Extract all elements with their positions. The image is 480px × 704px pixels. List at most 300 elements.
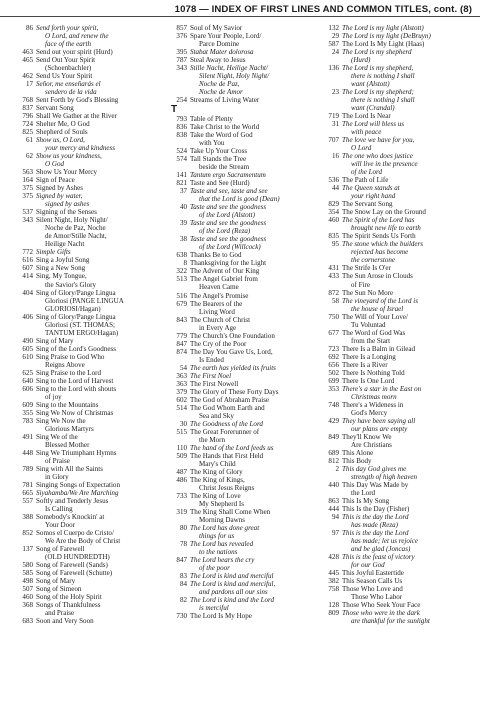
index-entry bbox=[170, 340, 318, 348]
entry-title bbox=[190, 428, 318, 444]
entry-title bbox=[190, 292, 318, 300]
entry-title bbox=[342, 64, 472, 88]
entry-number: 793 bbox=[176, 115, 187, 124]
entry-title-line: The Sun Arose in Clouds bbox=[342, 272, 413, 281]
entry-title bbox=[342, 176, 472, 184]
index-entry bbox=[16, 369, 162, 377]
entry-number: 38 bbox=[179, 235, 187, 244]
index-entry bbox=[170, 540, 318, 556]
entry-number: 847 bbox=[176, 339, 187, 348]
entry-number: 39 bbox=[179, 219, 187, 228]
entry-title-line: The Sun No More bbox=[342, 288, 394, 297]
entry-title-line: want (Crandal) bbox=[351, 104, 395, 113]
entry-title bbox=[342, 313, 472, 329]
entry-title-line: Show us your kindness, bbox=[36, 152, 102, 161]
entry-number: 375 bbox=[22, 192, 33, 201]
entry-title-line: from the Start bbox=[351, 336, 391, 345]
entry-number: 97 bbox=[331, 528, 339, 537]
entry-title-line: Is Ended bbox=[199, 355, 224, 364]
entry-number: 638 bbox=[176, 251, 187, 260]
entry-number: 376 bbox=[176, 32, 187, 41]
index-entry bbox=[170, 380, 318, 388]
entry-number: 789 bbox=[22, 464, 33, 473]
index-entry bbox=[16, 617, 162, 625]
index-entry bbox=[170, 131, 318, 147]
entry-title-line: beside the Stream bbox=[199, 163, 250, 172]
index-entry bbox=[322, 585, 472, 601]
entry-number: 80 bbox=[179, 523, 187, 532]
entry-title bbox=[342, 40, 472, 48]
index-entry bbox=[16, 256, 162, 264]
entry-number: 602 bbox=[176, 395, 187, 404]
index-entry bbox=[322, 529, 472, 553]
entry-title-line: The Lord Is Near bbox=[342, 112, 391, 121]
entry-title-line: Shall We Gather at the River bbox=[36, 112, 117, 121]
entry-title bbox=[342, 377, 472, 385]
entry-number: 874 bbox=[176, 347, 187, 356]
entry-title-line: the Morn bbox=[199, 435, 226, 444]
entry-number: 58 bbox=[331, 296, 339, 305]
entry-title-line: The Day You Gave Us, Lord, bbox=[190, 347, 273, 356]
entry-title bbox=[342, 240, 472, 264]
entry-title bbox=[342, 345, 472, 353]
entry-title-line: has made; let us rejoice bbox=[351, 537, 419, 545]
entry-title bbox=[190, 275, 318, 291]
entry-title-line: Blessed Mother bbox=[45, 440, 90, 449]
entry-title-line: of the poor bbox=[199, 564, 230, 573]
entry-title-line: Somos el Cuerpo de Cristo/ bbox=[36, 528, 114, 537]
index-entry bbox=[16, 593, 162, 601]
index-entry bbox=[16, 569, 162, 577]
index-entry bbox=[322, 176, 472, 184]
index-entry bbox=[16, 24, 162, 48]
index-entry bbox=[322, 569, 472, 577]
index-entry bbox=[322, 369, 472, 377]
entry-number: 54 bbox=[179, 363, 187, 372]
entry-title bbox=[36, 353, 162, 369]
entry-title-line: The Cry of the Poor bbox=[190, 339, 247, 348]
index-entry bbox=[170, 444, 318, 452]
entry-number: 509 bbox=[176, 451, 187, 460]
index-entry bbox=[322, 497, 472, 505]
entry-title-line: Song of Farewell (Sands) bbox=[36, 561, 108, 570]
entry-number: 29 bbox=[331, 32, 339, 41]
entry-title-line: God's Mercy bbox=[351, 408, 388, 417]
entry-title-line: Tall Stands the Tree bbox=[190, 155, 247, 164]
entry-title-line: Sing of Mary bbox=[36, 336, 74, 345]
entry-title-line: Song of Farewell bbox=[36, 545, 85, 554]
entry-title-line: that the Lord is good (Dean) bbox=[199, 195, 280, 204]
entry-number: 62 bbox=[25, 152, 33, 161]
index-entry bbox=[322, 457, 472, 465]
entry-number: 462 bbox=[22, 72, 33, 81]
entry-title-line: There Is Nothing Told bbox=[342, 368, 405, 377]
index-entry bbox=[16, 216, 162, 248]
entry-title-line: Send Out Your Spirit bbox=[36, 56, 96, 65]
entry-title bbox=[190, 64, 318, 96]
entry-title-line: Sing We Now the bbox=[36, 416, 86, 425]
entry-number: 448 bbox=[22, 448, 33, 457]
entry-number: 82 bbox=[179, 596, 187, 605]
index-entry bbox=[170, 476, 318, 492]
entry-title-line: of the Lord (Alstott) bbox=[199, 211, 255, 220]
entry-title bbox=[190, 540, 318, 556]
entry-number: 723 bbox=[328, 344, 339, 353]
entry-title-line: Taste and see the goodness bbox=[190, 235, 267, 244]
entry-title-line: Living Word bbox=[199, 307, 235, 316]
index-entry bbox=[16, 377, 162, 385]
entry-number: 849 bbox=[328, 432, 339, 441]
index-entry bbox=[170, 235, 318, 251]
entry-number: 463 bbox=[22, 48, 33, 57]
entry-number: 768 bbox=[22, 96, 33, 105]
entry-title-line: The Lord is my light (DeBruyn) bbox=[342, 32, 431, 41]
entry-title-line: There Is a River bbox=[342, 360, 388, 369]
entry-number: 733 bbox=[176, 491, 187, 500]
entry-title-line: GLORIOSI/Hagan) bbox=[45, 304, 101, 313]
entry-title bbox=[190, 332, 318, 340]
entry-number: 2 bbox=[335, 464, 339, 473]
entry-title bbox=[190, 372, 318, 380]
index-entry bbox=[170, 452, 318, 468]
entry-number: 781 bbox=[22, 480, 33, 489]
entry-title-line: Noche de Amor bbox=[199, 88, 243, 97]
entry-title-line: de Amor/Stille Nacht, bbox=[45, 232, 107, 241]
entry-number: 610 bbox=[22, 352, 33, 361]
entry-title bbox=[190, 364, 318, 372]
entry-title-line: The Snow Lay on the Ground bbox=[342, 208, 426, 217]
entry-title-line: The vineyard of the Lord is bbox=[342, 296, 419, 305]
entry-title-line: Silent Night, Holy Night/ bbox=[36, 216, 108, 225]
index-entry bbox=[16, 601, 162, 617]
entry-title bbox=[342, 585, 472, 601]
entry-title-line: Signed by water, bbox=[36, 192, 83, 201]
entry-title-line: The Word of God Was bbox=[342, 328, 406, 337]
entry-number: 110 bbox=[176, 443, 187, 452]
entry-number: 514 bbox=[176, 403, 187, 412]
entry-title-line: Signed by Ashes bbox=[36, 184, 83, 193]
entry-number: 24 bbox=[331, 48, 339, 57]
entry-title-line: This Day Was Made by bbox=[342, 480, 409, 489]
entry-title-line: Streams of Living Water bbox=[190, 96, 260, 105]
entry-title bbox=[342, 216, 472, 232]
entry-number: 563 bbox=[22, 168, 33, 177]
entry-number: 8 bbox=[183, 259, 187, 268]
entry-number: 94 bbox=[331, 512, 339, 521]
entry-title-line: Sing of Glory/Pange Lingua bbox=[36, 288, 116, 297]
entry-title-line: Take Christ to the World bbox=[190, 123, 260, 132]
entry-number: 363 bbox=[176, 379, 187, 388]
entry-title-line: There's a star in the East on bbox=[342, 384, 422, 393]
entry-title-line: The Advent of Our King bbox=[190, 267, 260, 276]
entry-title-line: Take Up Your Cross bbox=[190, 147, 248, 156]
entry-number: 783 bbox=[22, 416, 33, 425]
entry-title bbox=[342, 457, 472, 465]
index-entry bbox=[16, 152, 162, 168]
index-entry bbox=[16, 176, 162, 184]
entry-title-line: The love we have for you, bbox=[342, 136, 415, 145]
entry-title-line: The King of Glory bbox=[190, 467, 243, 476]
entry-title-line: O God bbox=[45, 160, 64, 169]
entry-number: 838 bbox=[176, 131, 187, 140]
index-entry bbox=[16, 433, 162, 449]
index-entry bbox=[322, 264, 472, 272]
index-entry bbox=[322, 289, 472, 297]
entry-number: 164 bbox=[22, 176, 33, 185]
entry-title-line: of the Lord (Willcock) bbox=[199, 243, 261, 252]
entry-title bbox=[342, 577, 472, 585]
entry-title-line: the cornerstone bbox=[351, 256, 396, 265]
entry-title-line: The Path of Life bbox=[342, 176, 389, 185]
entry-title bbox=[190, 300, 318, 316]
entry-number: 31 bbox=[331, 120, 339, 129]
entry-title-line: are thankful for the sunlight bbox=[351, 617, 430, 626]
entry-title bbox=[342, 601, 472, 609]
entry-number: 692 bbox=[328, 352, 339, 361]
entry-number: 758 bbox=[328, 585, 339, 594]
index-entry bbox=[16, 561, 162, 569]
index-entry bbox=[170, 508, 318, 524]
entry-title bbox=[190, 468, 318, 476]
entry-title-line: The Lord will bless us bbox=[342, 120, 404, 129]
index-entry bbox=[322, 112, 472, 120]
entry-number: 379 bbox=[176, 387, 187, 396]
entry-title-line: Sing a Joyful Song bbox=[36, 256, 90, 265]
entry-title-line: Sing, My Tongue, bbox=[36, 272, 87, 281]
entry-number: 750 bbox=[328, 312, 339, 321]
entry-title-line: Sing to the Lord with shouts bbox=[36, 384, 117, 393]
entry-title-line: Softly and Tenderly Jesus bbox=[36, 496, 109, 505]
index-entry bbox=[170, 203, 318, 219]
entry-number: 796 bbox=[22, 112, 33, 121]
entry-title-line: Sign of Peace bbox=[36, 176, 75, 185]
entry-title-line: There Is a Balm in Gilead bbox=[342, 344, 415, 353]
index-column-3 bbox=[322, 24, 472, 625]
entry-number: 772 bbox=[22, 248, 33, 257]
entry-title-line: The Strife Is O'er bbox=[342, 264, 391, 273]
entry-number: 444 bbox=[328, 504, 339, 513]
entry-title bbox=[36, 216, 162, 248]
entry-title-line: Gloriosi (PANGE LINGUA bbox=[45, 296, 124, 305]
entry-number: 40 bbox=[179, 203, 187, 212]
entry-title-line: The Spirit of the Lord has bbox=[342, 216, 415, 225]
entry-title-line: Sing with All the Saints bbox=[36, 464, 103, 473]
entry-title-line: (Hurd) bbox=[351, 56, 371, 65]
entry-title bbox=[36, 192, 162, 208]
entry-number: 486 bbox=[176, 475, 187, 484]
index-entry bbox=[16, 72, 162, 80]
entry-title-line: Taste and see the goodness bbox=[190, 203, 267, 212]
entry-title bbox=[36, 136, 162, 152]
entry-title-line: There Is a Longing bbox=[342, 352, 396, 361]
index-entry bbox=[322, 232, 472, 240]
entry-title bbox=[342, 433, 472, 449]
entry-title bbox=[190, 508, 318, 524]
entry-number: 132 bbox=[328, 24, 339, 32]
entry-title-line: The King of Kings, bbox=[190, 475, 245, 484]
entry-number: 609 bbox=[22, 400, 33, 409]
entry-title-line: signed by ashes bbox=[45, 200, 90, 209]
entry-title-line: The Angel Gabriel from bbox=[190, 275, 258, 284]
entry-title-line: The Bearers of the bbox=[190, 299, 243, 308]
entry-title-line: Sing Praise to the Lord bbox=[36, 368, 101, 377]
entry-title-line: Those Who Seek Your Face bbox=[342, 601, 421, 610]
entry-title-line: TANTUM ERGO/Hagan) bbox=[45, 328, 119, 337]
entry-title-line: Signing of the Senses bbox=[36, 208, 97, 217]
entry-number: 141 bbox=[176, 171, 187, 180]
entry-title-line: This Joyful Eastertide bbox=[342, 569, 404, 578]
index-entry bbox=[322, 601, 472, 609]
entry-number: 843 bbox=[176, 315, 187, 324]
entry-title-line: of the Lord (Reza) bbox=[199, 227, 251, 236]
entry-number: 605 bbox=[22, 344, 33, 353]
entry-number: 872 bbox=[328, 288, 339, 297]
entry-title-line: Those Who Love and bbox=[342, 585, 403, 594]
index-entry bbox=[170, 179, 318, 187]
entry-title bbox=[190, 203, 318, 219]
entry-title-line: Table of Plenty bbox=[190, 115, 233, 124]
index-entry bbox=[170, 123, 318, 131]
entry-title-line: Noche de Paz, bbox=[199, 80, 240, 89]
entry-title-line: Taste and see, taste and see bbox=[190, 187, 268, 196]
entry-title bbox=[342, 553, 472, 569]
index-entry bbox=[170, 56, 318, 64]
index-entry bbox=[170, 115, 318, 123]
entry-title-line: (OLD HUNDREDTH) bbox=[45, 553, 110, 562]
entry-number: 516 bbox=[176, 291, 187, 300]
entry-title bbox=[36, 313, 162, 337]
entry-number: 86 bbox=[25, 24, 33, 32]
entry-title-line: strength of high heaven bbox=[351, 472, 418, 481]
entry-title bbox=[36, 56, 162, 72]
entry-title-line: there is nothing I shall bbox=[351, 96, 415, 105]
entry-number: 513 bbox=[176, 275, 187, 284]
index-entry bbox=[170, 48, 318, 56]
entry-title bbox=[190, 340, 318, 348]
entry-number: 707 bbox=[328, 136, 339, 145]
entry-title-line: want (Alstott) bbox=[351, 80, 390, 89]
entry-title-line: your right hand bbox=[351, 192, 396, 201]
entry-number: 699 bbox=[328, 376, 339, 385]
entry-title-line: Are Christians bbox=[351, 440, 392, 449]
entry-title-line: Send forth your spirit, bbox=[36, 24, 99, 32]
entry-title-line: in Every Age bbox=[199, 323, 237, 332]
entry-title-line: The Lord is my light (Alstott) bbox=[342, 24, 424, 32]
index-entry bbox=[16, 136, 162, 152]
entry-title bbox=[36, 577, 162, 585]
index-entry bbox=[322, 40, 472, 48]
entry-number: 837 bbox=[22, 104, 33, 113]
index-entry bbox=[322, 64, 472, 88]
entry-title-line: Señor, me enseñarás el bbox=[36, 80, 101, 89]
entry-title-line: The Goodness of the Lord bbox=[190, 419, 263, 428]
entry-title-line: Shepherd of Souls bbox=[36, 128, 88, 137]
entry-title bbox=[190, 179, 318, 187]
index-entry bbox=[170, 64, 318, 96]
index-entry bbox=[16, 417, 162, 433]
index-entry bbox=[16, 289, 162, 313]
entry-title bbox=[190, 396, 318, 404]
entry-title-line: The Lord is kind and the Lord bbox=[190, 596, 275, 605]
index-entry bbox=[170, 580, 318, 596]
entry-title-line: Song of Mary bbox=[36, 577, 76, 586]
index-entry bbox=[16, 272, 162, 288]
entry-title bbox=[190, 444, 318, 452]
entry-title-line: Your Door bbox=[45, 520, 76, 529]
entry-title-line: for our God bbox=[351, 561, 385, 570]
entry-title-line: Sing to the Lord of Harvest bbox=[36, 376, 114, 385]
index-entry bbox=[170, 187, 318, 203]
entry-title bbox=[36, 152, 162, 168]
entry-number: 30 bbox=[179, 419, 187, 428]
index-entry bbox=[16, 48, 162, 56]
entry-title bbox=[342, 529, 472, 553]
index-entry bbox=[16, 449, 162, 465]
entry-title-line: Stabat Mater dolorosa bbox=[190, 48, 254, 57]
entry-title bbox=[190, 24, 318, 32]
entry-title-line: This is the day the Lord bbox=[342, 512, 409, 521]
entry-title-line: The Hands that First Held bbox=[190, 451, 264, 460]
entry-title-line: Spare Your People, Lord/ bbox=[190, 32, 262, 41]
entry-number: 863 bbox=[328, 496, 339, 505]
entry-number: 490 bbox=[22, 336, 33, 345]
entry-title-line: Sing Praise to God Who bbox=[36, 352, 105, 361]
index-entry bbox=[170, 388, 318, 396]
entry-number: 414 bbox=[22, 272, 33, 281]
entry-title-line: face of the earth bbox=[45, 40, 91, 49]
entry-number: 136 bbox=[328, 64, 339, 73]
entry-title-line: This Is the Day (Fisher) bbox=[342, 504, 410, 513]
entry-title-line: The hand of the Lord feeds us bbox=[190, 443, 274, 452]
entry-title-line: Heilige Nacht bbox=[45, 240, 85, 249]
index-entry bbox=[322, 184, 472, 200]
entry-title-line: The Will of Your Love/ bbox=[342, 312, 408, 321]
entry-title-line: the house of Israel bbox=[351, 304, 404, 313]
entry-number: 507 bbox=[22, 585, 33, 594]
entry-title bbox=[342, 569, 472, 577]
entry-title bbox=[36, 48, 162, 56]
entry-title-line: Taste and See (Hurd) bbox=[190, 179, 250, 188]
entry-title-line: brought new life to earth bbox=[351, 224, 421, 233]
entry-title-line: Servant Song bbox=[36, 104, 74, 113]
entry-number: 137 bbox=[22, 545, 33, 554]
entry-title-line: Those who were in the dark bbox=[342, 609, 420, 618]
index-entry bbox=[322, 553, 472, 569]
entry-number: 465 bbox=[22, 56, 33, 65]
entry-title bbox=[190, 123, 318, 131]
entry-title bbox=[342, 112, 472, 120]
index-entry bbox=[16, 465, 162, 481]
entry-title bbox=[36, 601, 162, 617]
entry-title-line: Taste and see the goodness bbox=[190, 219, 267, 228]
entry-title-line: The God of Abraham Praise bbox=[190, 395, 270, 404]
index-entry bbox=[170, 251, 318, 259]
entry-number: 363 bbox=[176, 371, 187, 380]
entry-title bbox=[190, 115, 318, 123]
index-entry bbox=[322, 505, 472, 513]
entry-title-line: Tu Voluntad bbox=[351, 320, 386, 329]
index-entry bbox=[322, 32, 472, 40]
index-entry bbox=[322, 577, 472, 585]
index-entry bbox=[170, 612, 318, 620]
entry-title bbox=[190, 48, 318, 56]
entry-title bbox=[36, 264, 162, 272]
entry-title bbox=[190, 155, 318, 171]
index-entry bbox=[322, 240, 472, 264]
entry-number: 460 bbox=[328, 216, 339, 225]
index-entry bbox=[322, 208, 472, 216]
entry-title bbox=[36, 401, 162, 409]
